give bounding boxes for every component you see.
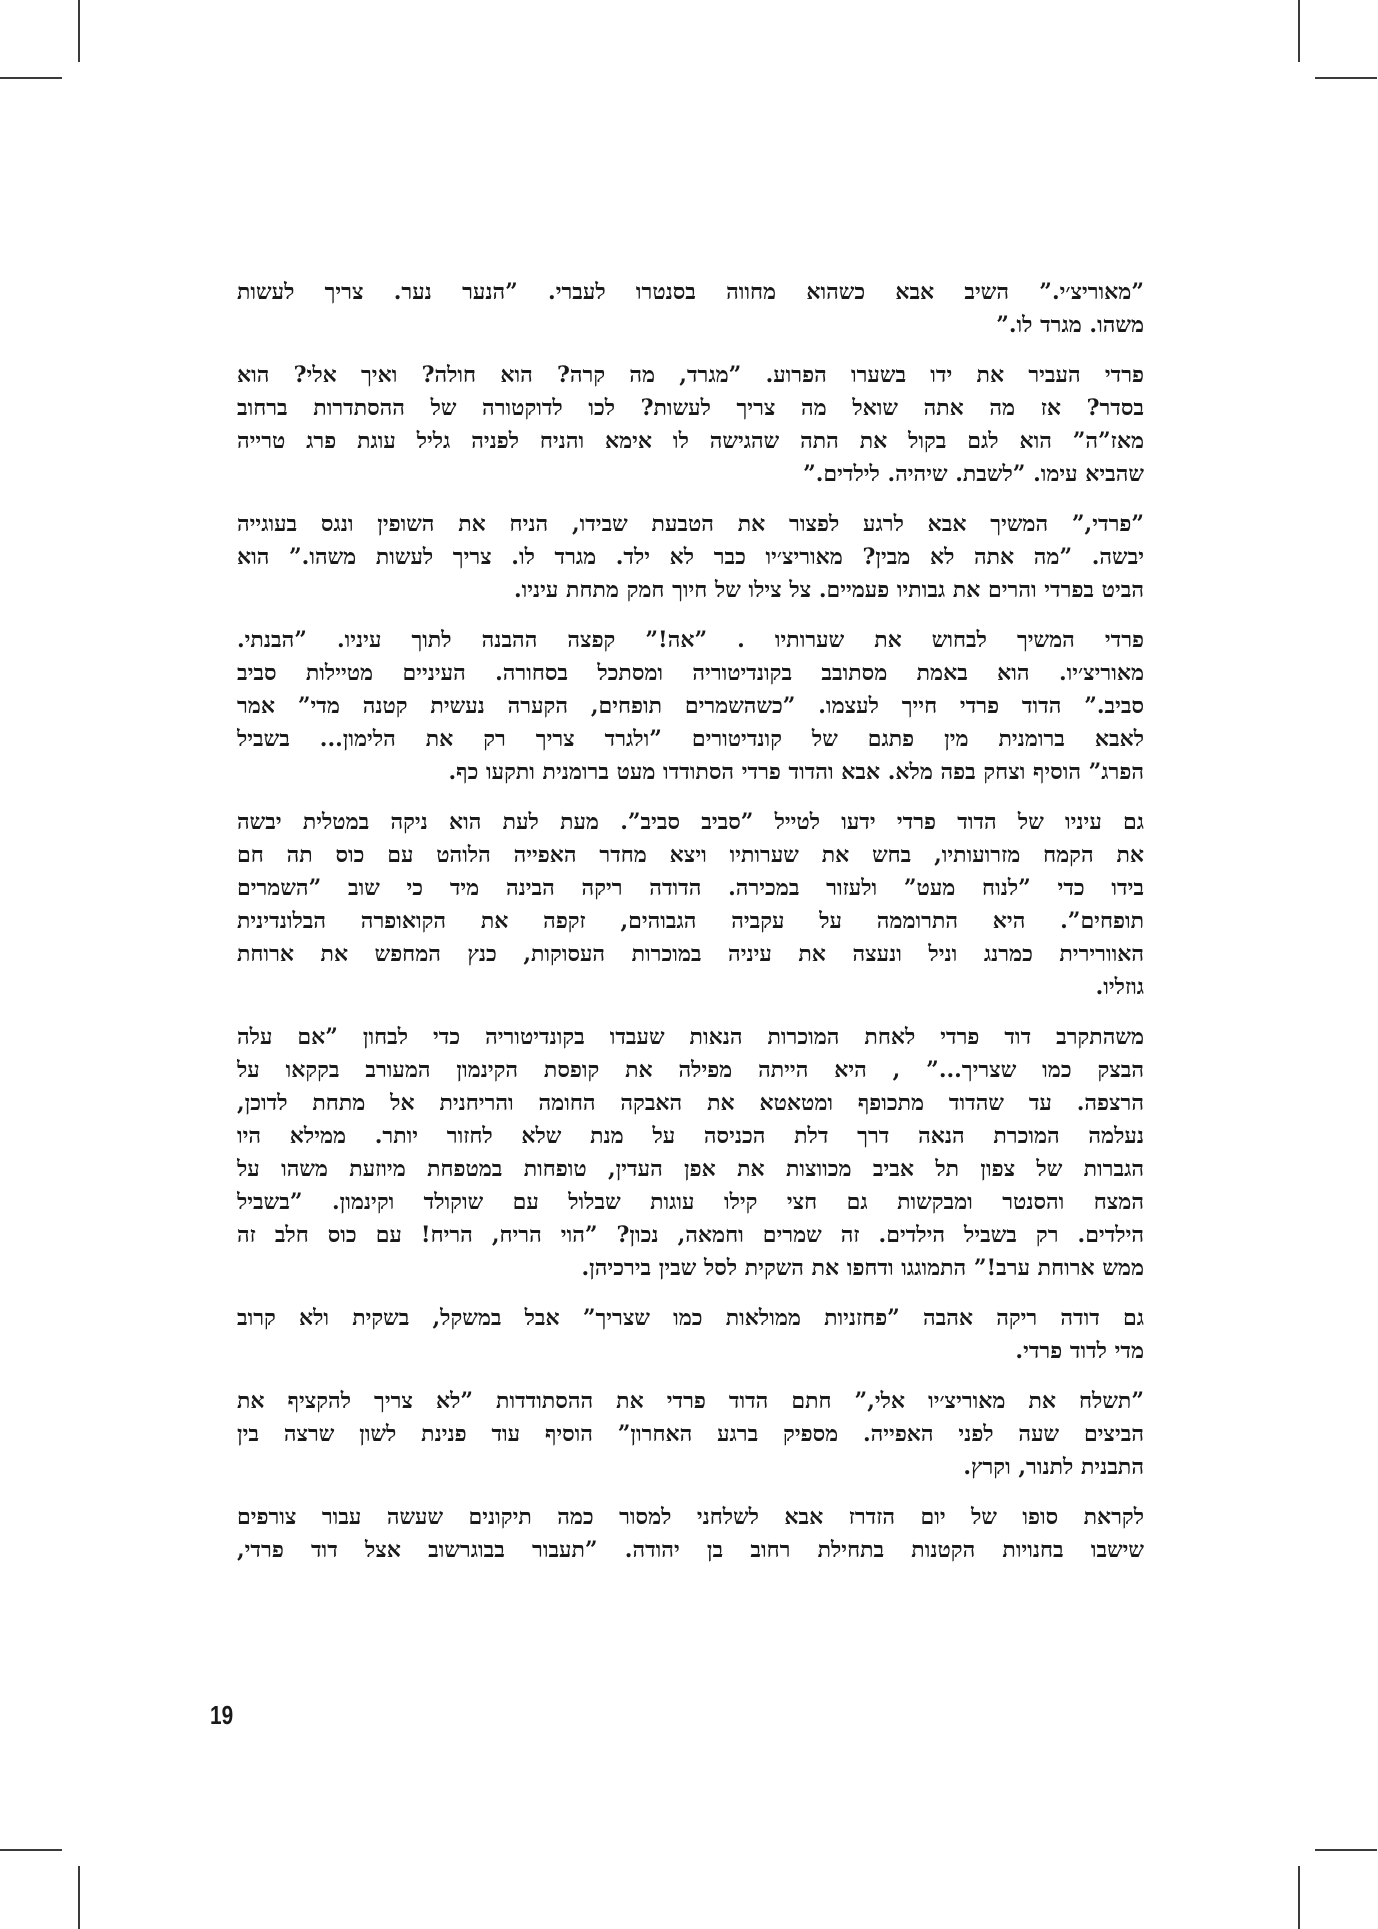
- paragraph: [237, 276, 1144, 342]
- text-line: פרדי העביר את ידו בשערו הפרוע. ”מגרד, מה קרה? הוא חולה? ואיך אלי? הוא: [237, 362, 1144, 388]
- paragraph: [237, 806, 1144, 1004]
- text-line: תופחים”. היא התרוממה על עקביה הגבוהים, זקפה את הקואופרה הבלונדינית: [237, 908, 1144, 934]
- text-line: הגברות של צפון תל אביב מכווצות את אפן העדין, טופחות במטפחת מיוזעת משהו על: [237, 1156, 1144, 1182]
- text-line: לקראת סופו של יום הזדרז אבא לשלחני למסור כמה תיקונים שעשה עבור צורפים: [237, 1504, 1144, 1530]
- crop-mark-top-right-horizontal: [1315, 77, 1377, 79]
- text-line: המצח והסנטר ומבקשות גם חצי קילו עוגות שבלול עם שוקולד וקינמון. ”בשביל: [237, 1189, 1144, 1215]
- paragraph: [237, 359, 1144, 491]
- paragraph: [237, 508, 1144, 607]
- text-line: מאוריצ׳יו. הוא באמת מסתובב בקונדיטוריה ומסתכל בסחורה. העיניים מטיילות סביב: [237, 660, 1144, 686]
- text-line: לאבא ברומנית מין פתגם של קונדיטורים ”ולגרד צריך רק את הלימון... בשביל: [237, 726, 1144, 752]
- text-line: ”מאוריצ׳י.” השיב אבא כשהוא מחווה בסנטרו לעברי. ”הנער נער. צריך לעשות: [237, 279, 1144, 305]
- text-line: בסדר? אז מה אתה שואל מה צריך לעשות? לכו לדוקטורה של ההסתדרות ברחוב: [237, 395, 1144, 421]
- text-line: הבצק כמו שצריך...” , היא הייתה מפילה את קופסת הקינמון המעורב בקקאו על: [237, 1057, 1144, 1083]
- text-line: נעלמה המוכרת הנאה דרך דלת הכניסה על מנת שלא לחזור יותר. ממילא היו: [237, 1123, 1144, 1149]
- text-line: ממש ארוחת ערב!” התמוגגו ודחפו את השקית לסל שבין בירכיהן.: [581, 1255, 1144, 1281]
- paragraph: [237, 1021, 1144, 1285]
- crop-mark-top-right-vertical: [1298, 0, 1300, 62]
- text-line: את הקמח מזרועותיו, בחש את שערותיו ויצא מחדר האפייה הלוהט עם כוס תה חם: [237, 842, 1144, 868]
- paragraph: [237, 1501, 1144, 1567]
- text-line: מדי לדוד פרדי.: [1015, 1338, 1144, 1364]
- text-line: שהביא עימו. ”לשבת. שיהיה. לילדים.”: [803, 461, 1144, 487]
- text-line: סביב.” הדוד פרדי חייך לעצמו. ”כשהשמרים תופחים, הקערה נעשית קטנה מדי” אמר: [237, 693, 1144, 719]
- body-text: [237, 276, 1144, 1584]
- paragraph: [237, 1302, 1144, 1368]
- text-line: משהו. מגרד לו.”: [996, 312, 1144, 338]
- text-line: הילדים. רק בשביל הילדים. זה שמרים וחמאה, נכון? ”הוי הריח, הריח! עם כוס חלב זה: [237, 1222, 1144, 1248]
- text-line: בידו כדי ”לנוח מעט” ולעזור במכירה. הדודה ריקה הבינה מיד כי שוב ”השמרים: [237, 875, 1144, 901]
- crop-mark-bottom-left-horizontal: [0, 1849, 62, 1851]
- text-line: שישבו בחנויות הקטנות בתחילת רחוב בן יהודה. ”תעבור בבוגרשוב אצל דוד פרדי,: [237, 1537, 1144, 1563]
- text-line: האוורירית כמרנג וניל ונעצה את עיניה במוכרות העסוקות, כנץ המחפש את ארוחת: [237, 941, 1144, 967]
- text-line: גם דודה ריקה אהבה ”פחזניות ממולאות כמו שצריך” אבל במשקל, בשקית ולא קרוב: [237, 1305, 1144, 1331]
- text-line: הביט בפרדי והרים את גבותיו פעמיים. צל צילו של חיוך חמק מתחת עיניו.: [513, 577, 1144, 603]
- text-line: משהתקרב דוד פרדי לאחת המוכרות הנאות שעבדו בקונדיטוריה כדי לבחון ”אם עלה: [237, 1024, 1144, 1050]
- text-line: גם עיניו של הדוד פרדי ידעו לטייל ”סביב סביב”. מעת לעת הוא ניקה במטלית יבשה: [237, 809, 1144, 835]
- crop-mark-top-left-vertical: [78, 0, 80, 62]
- text-line: ”תשלח את מאוריצ׳יו אלי,” חתם הדוד פרדי את ההסתודדות ”לא צריך להקציף את: [237, 1388, 1144, 1414]
- text-line: יבשה. ”מה אתה לא מבין? מאוריצ׳יו כבר לא ילד. מגרד לו. צריך לעשות משהו.” הוא: [237, 544, 1144, 570]
- paragraph: [237, 624, 1144, 789]
- crop-mark-top-left-horizontal: [0, 77, 62, 79]
- text-line: הרצפה. עד שהדוד מתכופף ומטאטא את האבקה החומה והריחנית אל מתחת לדוכן,: [237, 1090, 1144, 1116]
- text-line: הביצים שעה לפני האפייה. מספיק ברגע האחרון” הוסיף עוד פנינת לשון שרצה בין: [237, 1421, 1144, 1447]
- text-line: מאז”ה” הוא לגם בקול את התה שהגישה לו אימא והניח לפניה גליל עוגת פרג טרייה: [237, 428, 1144, 454]
- text-line: התבנית לתנור, וקרץ.: [963, 1454, 1144, 1480]
- text-line: גוזליו.: [1095, 974, 1144, 1000]
- paragraph: [237, 1385, 1144, 1484]
- text-line: הפרג” הוסיף וצחק בפה מלא. אבא והדוד פרדי הסתודדו מעט ברומנית ותקעו כף.: [448, 759, 1144, 785]
- page-number: 19: [210, 1700, 234, 1730]
- text-line: ”פרדי,” המשיך אבא לרגע לפצור את הטבעת שבידו, הניח את השופין ונגס בעוגייה: [237, 511, 1144, 537]
- crop-mark-bottom-right-horizontal: [1315, 1849, 1377, 1851]
- crop-mark-bottom-right-vertical: [1298, 1866, 1300, 1929]
- text-line: פרדי המשיך לבחוש את שערותיו . ”אה!” קפצה ההבנה לתוך עיניו. ”הבנתי.: [237, 627, 1144, 653]
- crop-mark-bottom-left-vertical: [78, 1866, 80, 1929]
